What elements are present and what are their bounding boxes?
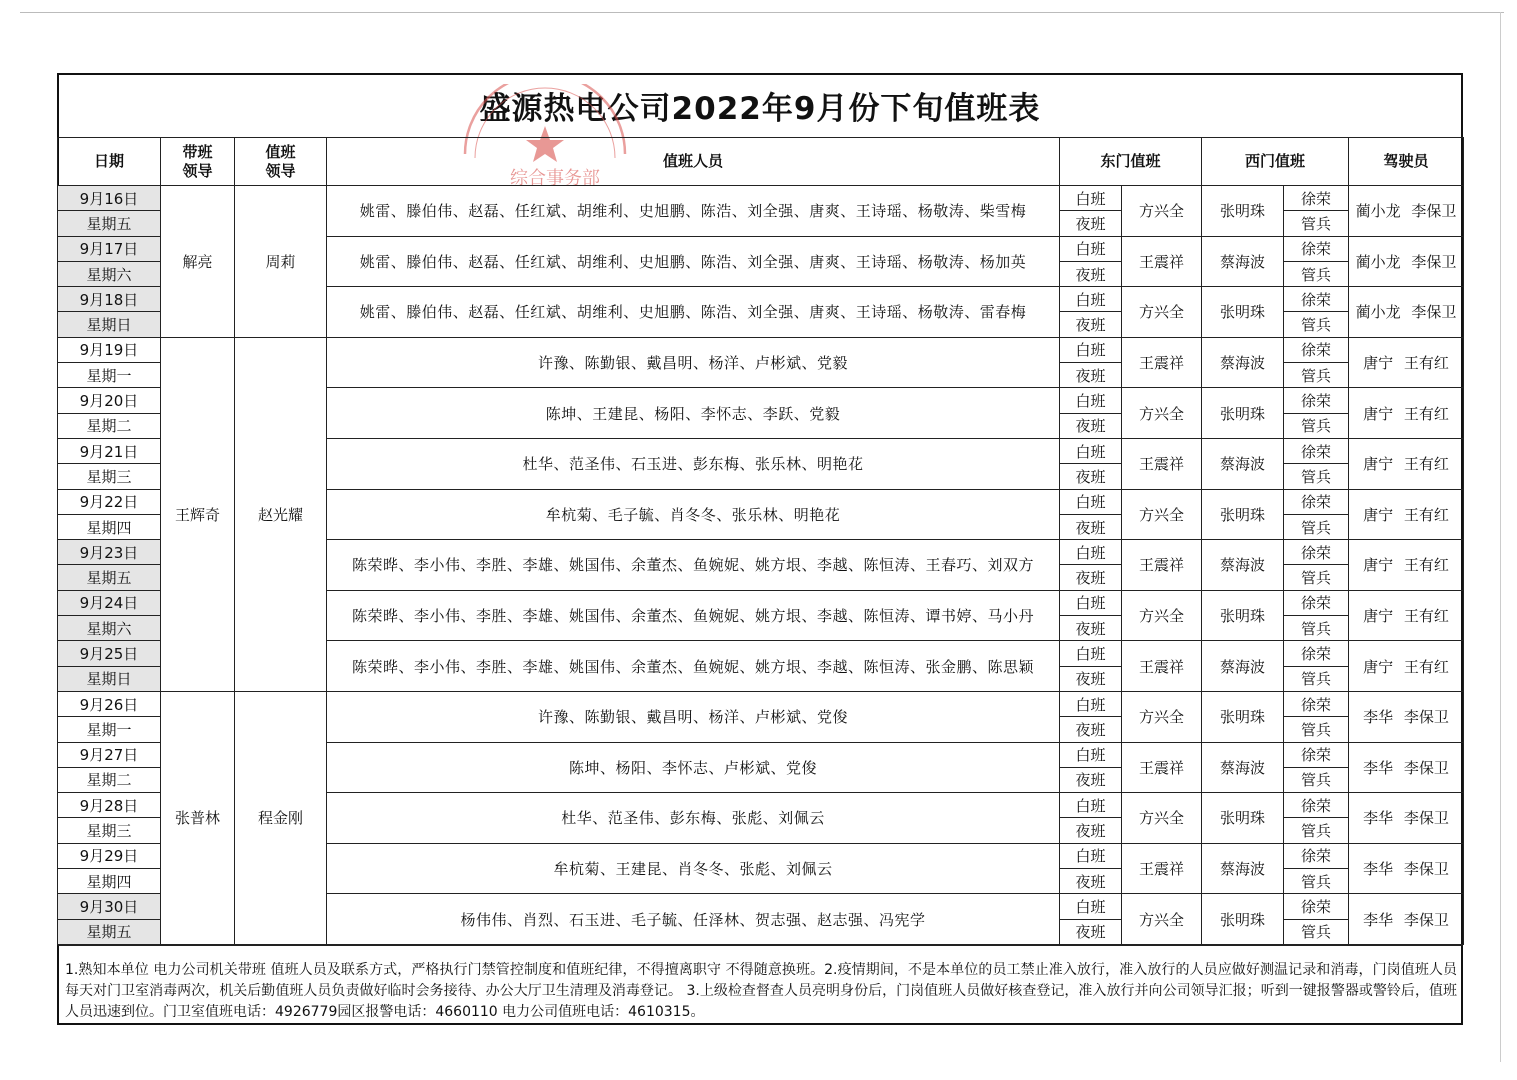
duty-schedule-table (57, 137, 1464, 945)
east-gate-cell: 方兴全 (1122, 388, 1202, 439)
driver-cell: 李华 李保卫 (1349, 691, 1464, 742)
date-cell: 9月18日 (58, 287, 161, 312)
guard-day-cell: 徐荣 (1284, 742, 1349, 767)
staff-cell: 牟杭菊、王建昆、肖冬冬、张彪、刘佩云 (327, 843, 1060, 894)
staff-cell: 许豫、陈勤银、戴昌明、杨洋、卢彬斌、党俊 (327, 691, 1060, 742)
shift-day-label: 白班 (1060, 691, 1122, 716)
staff-cell: 陈荣晔、李小伟、李胜、李雄、姚国伟、余董杰、鱼婉妮、姚方垠、李越、陈恒涛、张金鹏、陈思颖 (327, 641, 1060, 692)
shift-night-label: 夜班 (1060, 363, 1122, 388)
date-cell: 9月19日 (58, 337, 161, 362)
east-gate-cell: 方兴全 (1122, 186, 1202, 237)
guard-night-cell: 管兵 (1284, 363, 1349, 388)
driver-cell: 蔺小龙 李保卫 (1349, 186, 1464, 237)
guard-night-cell: 管兵 (1284, 717, 1349, 742)
schedule-body (58, 186, 1464, 945)
staff-cell: 杜华、范圣伟、彭东梅、张彪、刘佩云 (327, 793, 1060, 844)
header-duty-line2: 领导 (265, 161, 296, 180)
shift-night-label: 夜班 (1060, 869, 1122, 894)
date-cell: 9月23日 (58, 540, 161, 565)
west-gate-cell: 张明珠 (1202, 894, 1284, 945)
staff-cell: 杨伟伟、肖烈、石玉进、毛子毓、任泽林、贺志强、赵志强、冯宪学 (327, 894, 1060, 945)
duty-leader-cell: 赵光耀 (235, 337, 327, 691)
weekday-cell: 星期五 (58, 919, 161, 944)
guard-day-cell: 徐荣 (1284, 590, 1349, 615)
west-gate-cell: 蔡海波 (1202, 540, 1284, 591)
guard-day-cell: 徐荣 (1284, 641, 1349, 666)
shift-day-label: 白班 (1060, 489, 1122, 514)
shift-day-label: 白班 (1060, 438, 1122, 463)
guard-night-cell: 管兵 (1284, 565, 1349, 590)
weekday-cell: 星期六 (58, 261, 161, 286)
date-cell: 9月24日 (58, 590, 161, 615)
date-cell: 9月26日 (58, 691, 161, 716)
west-gate-cell: 蔡海波 (1202, 843, 1284, 894)
shift-day-label: 白班 (1060, 641, 1122, 666)
header-east-gate: 东门值班 (1060, 138, 1202, 186)
date-cell: 9月25日 (58, 641, 161, 666)
guard-day-cell: 徐荣 (1284, 540, 1349, 565)
east-gate-cell: 方兴全 (1122, 691, 1202, 742)
west-gate-cell: 张明珠 (1202, 691, 1284, 742)
shift-day-label: 白班 (1060, 793, 1122, 818)
staff-cell: 姚雷、滕伯伟、赵磊、任红斌、胡维利、史旭鹏、陈浩、刘全强、唐爽、王诗瑶、杨敬涛、杨加英 (327, 236, 1060, 287)
shift-night-label: 夜班 (1060, 413, 1122, 438)
west-gate-cell: 张明珠 (1202, 388, 1284, 439)
shift-night-label: 夜班 (1060, 211, 1122, 236)
west-gate-cell: 张明珠 (1202, 186, 1284, 237)
shift-night-label: 夜班 (1060, 666, 1122, 691)
guard-day-cell: 徐荣 (1284, 287, 1349, 312)
guard-night-cell: 管兵 (1284, 312, 1349, 337)
staff-cell: 姚雷、滕伯伟、赵磊、任红斌、胡维利、史旭鹏、陈浩、刘全强、唐爽、王诗瑶、杨敬涛、柴雪梅 (327, 186, 1060, 237)
west-gate-cell: 蔡海波 (1202, 337, 1284, 388)
shift-day-label: 白班 (1060, 287, 1122, 312)
staff-cell: 杜华、范圣伟、石玉进、彭东梅、张乐林、明艳花 (327, 438, 1060, 489)
shift-day-label: 白班 (1060, 540, 1122, 565)
header-duty-leader (235, 138, 327, 186)
staff-cell: 陈荣晔、李小伟、李胜、李雄、姚国伟、余董杰、鱼婉妮、姚方垠、李越、陈恒涛、谭书婷、马小丹 (327, 590, 1060, 641)
driver-cell: 蔺小龙 李保卫 (1349, 236, 1464, 287)
west-gate-cell: 张明珠 (1202, 590, 1284, 641)
driver-cell: 唐宁 王有红 (1349, 388, 1464, 439)
date-cell: 9月30日 (58, 894, 161, 919)
west-gate-cell: 蔡海波 (1202, 438, 1284, 489)
staff-cell: 陈荣晔、李小伟、李胜、李雄、姚国伟、余董杰、鱼婉妮、姚方垠、李越、陈恒涛、王春巧、刘双方 (327, 540, 1060, 591)
weekday-cell: 星期四 (58, 514, 161, 539)
page-title: 盛源热电公司2022年9月份下旬值班表 (479, 90, 1041, 127)
weekday-cell: 星期五 (58, 565, 161, 590)
title-row (57, 73, 1463, 137)
guard-night-cell: 管兵 (1284, 666, 1349, 691)
guard-day-cell: 徐荣 (1284, 388, 1349, 413)
shift-night-label: 夜班 (1060, 767, 1122, 792)
header-duty-line1: 值班 (265, 142, 296, 161)
east-gate-cell: 方兴全 (1122, 894, 1202, 945)
weekday-cell: 星期二 (58, 413, 161, 438)
east-gate-cell: 方兴全 (1122, 287, 1202, 338)
shift-day-label: 白班 (1060, 590, 1122, 615)
shift-day-label: 白班 (1060, 236, 1122, 261)
date-cell: 9月28日 (58, 793, 161, 818)
west-gate-cell: 蔡海波 (1202, 236, 1284, 287)
shift-night-label: 夜班 (1060, 514, 1122, 539)
table-row (58, 337, 1464, 362)
guard-night-cell: 管兵 (1284, 211, 1349, 236)
stamp-text: 综合事务部 (510, 168, 600, 189)
shift-night-label: 夜班 (1060, 818, 1122, 843)
header-driver: 驾驶员 (1349, 138, 1464, 186)
east-gate-cell: 王震祥 (1122, 843, 1202, 894)
staff-cell: 陈坤、杨阳、李怀志、卢彬斌、党俊 (327, 742, 1060, 793)
guard-day-cell: 徐荣 (1284, 236, 1349, 261)
weekday-cell: 星期一 (58, 363, 161, 388)
driver-cell: 唐宁 王有红 (1349, 337, 1464, 388)
duty-leader-cell: 程金刚 (235, 691, 327, 944)
date-cell: 9月27日 (58, 742, 161, 767)
weekday-cell: 星期日 (58, 666, 161, 691)
east-gate-cell: 王震祥 (1122, 438, 1202, 489)
east-gate-cell: 王震祥 (1122, 540, 1202, 591)
header-lead-line2: 领导 (182, 161, 213, 180)
east-gate-cell: 王震祥 (1122, 236, 1202, 287)
driver-cell: 李华 李保卫 (1349, 894, 1464, 945)
date-cell: 9月20日 (58, 388, 161, 413)
header-date: 日期 (58, 138, 161, 186)
driver-cell: 唐宁 王有红 (1349, 590, 1464, 641)
east-gate-cell: 王震祥 (1122, 742, 1202, 793)
shift-night-label: 夜班 (1060, 919, 1122, 944)
driver-cell: 唐宁 王有红 (1349, 641, 1464, 692)
east-gate-cell: 方兴全 (1122, 590, 1202, 641)
header-lead-line1: 带班 (182, 142, 213, 161)
driver-cell: 唐宁 王有红 (1349, 540, 1464, 591)
guard-day-cell: 徐荣 (1284, 438, 1349, 463)
shift-night-label: 夜班 (1060, 464, 1122, 489)
scan-edge-right (1500, 12, 1501, 1062)
driver-cell: 唐宁 王有红 (1349, 438, 1464, 489)
shift-night-label: 夜班 (1060, 616, 1122, 641)
header-staff: 值班人员 (327, 138, 1060, 186)
staff-cell: 姚雷、滕伯伟、赵磊、任红斌、胡维利、史旭鹏、陈浩、刘全强、唐爽、王诗瑶、杨敬涛、雷春梅 (327, 287, 1060, 338)
driver-cell: 唐宁 王有红 (1349, 489, 1464, 540)
scan-edge-top (20, 12, 1504, 13)
driver-cell: 李华 李保卫 (1349, 793, 1464, 844)
guard-night-cell: 管兵 (1284, 919, 1349, 944)
west-gate-cell: 张明珠 (1202, 287, 1284, 338)
guard-night-cell: 管兵 (1284, 413, 1349, 438)
shift-day-label: 白班 (1060, 186, 1122, 211)
date-cell: 9月21日 (58, 438, 161, 463)
header-west-gate: 西门值班 (1202, 138, 1349, 186)
shift-day-label: 白班 (1060, 337, 1122, 362)
duty-leader-cell: 周莉 (235, 186, 327, 338)
guard-day-cell: 徐荣 (1284, 489, 1349, 514)
guard-day-cell: 徐荣 (1284, 843, 1349, 868)
date-cell: 9月29日 (58, 843, 161, 868)
staff-cell: 牟杭菊、毛子毓、肖冬冬、张乐林、明艳花 (327, 489, 1060, 540)
shift-day-label: 白班 (1060, 388, 1122, 413)
guard-night-cell: 管兵 (1284, 261, 1349, 286)
date-cell: 9月16日 (58, 186, 161, 211)
shift-day-label: 白班 (1060, 894, 1122, 919)
east-gate-cell: 王震祥 (1122, 337, 1202, 388)
guard-night-cell: 管兵 (1284, 464, 1349, 489)
guard-night-cell: 管兵 (1284, 514, 1349, 539)
lead-leader-cell: 解亮 (161, 186, 235, 338)
header-row (58, 138, 1464, 186)
guard-night-cell: 管兵 (1284, 869, 1349, 894)
staff-cell: 陈坤、王建昆、杨阳、李怀志、李跃、党毅 (327, 388, 1060, 439)
weekday-cell: 星期三 (58, 818, 161, 843)
weekday-cell: 星期六 (58, 616, 161, 641)
date-cell: 9月22日 (58, 489, 161, 514)
shift-night-label: 夜班 (1060, 565, 1122, 590)
lead-leader-cell: 王辉奇 (161, 337, 235, 691)
weekday-cell: 星期四 (58, 869, 161, 894)
weekday-cell: 星期三 (58, 464, 161, 489)
guard-day-cell: 徐荣 (1284, 337, 1349, 362)
west-gate-cell: 张明珠 (1202, 793, 1284, 844)
west-gate-cell: 张明珠 (1202, 489, 1284, 540)
guard-day-cell: 徐荣 (1284, 691, 1349, 716)
weekday-cell: 星期二 (58, 767, 161, 792)
header-lead-leader (161, 138, 235, 186)
shift-day-label: 白班 (1060, 742, 1122, 767)
lead-leader-cell: 张普林 (161, 691, 235, 944)
shift-night-label: 夜班 (1060, 312, 1122, 337)
table-row (58, 691, 1464, 716)
guard-day-cell: 徐荣 (1284, 186, 1349, 211)
west-gate-cell: 蔡海波 (1202, 641, 1284, 692)
east-gate-cell: 王震祥 (1122, 641, 1202, 692)
guard-day-cell: 徐荣 (1284, 793, 1349, 818)
driver-cell: 李华 李保卫 (1349, 843, 1464, 894)
date-cell: 9月17日 (58, 236, 161, 261)
west-gate-cell: 蔡海波 (1202, 742, 1284, 793)
shift-night-label: 夜班 (1060, 261, 1122, 286)
guard-day-cell: 徐荣 (1284, 894, 1349, 919)
shift-day-label: 白班 (1060, 843, 1122, 868)
weekday-cell: 星期一 (58, 717, 161, 742)
guard-night-cell: 管兵 (1284, 767, 1349, 792)
east-gate-cell: 方兴全 (1122, 489, 1202, 540)
guard-night-cell: 管兵 (1284, 818, 1349, 843)
weekday-cell: 星期五 (58, 211, 161, 236)
shift-night-label: 夜班 (1060, 717, 1122, 742)
driver-cell: 李华 李保卫 (1349, 742, 1464, 793)
driver-cell: 蔺小龙 李保卫 (1349, 287, 1464, 338)
notes-section: 1.熟知本单位 电力公司机关带班 值班人员及联系方式，严格执行门禁管控制度和值班纪律，不得擅离职守 不得随意换班。2.疫情期间，不是本单位的员工禁止准入放行，准入放行的人员应做好测温记录和消毒，门岗值班人员每天对门卫室消毒两次，机关后勤值班人员负责做好临时会务接待、办公大厅卫生清理及消毒登记。 3.上级检查督查人员亮明身份后，门岗值班人员做好核查登记，准入放行并向公司领导汇报；听到一键报警器或警铃后，值班人员迅速到位。门卫室值班电话：4926779园区报警电话：4660110 电力公司值班电话：4610315。 (57, 945, 1463, 1025)
east-gate-cell: 方兴全 (1122, 793, 1202, 844)
table-row (58, 186, 1464, 211)
guard-night-cell: 管兵 (1284, 616, 1349, 641)
weekday-cell: 星期日 (58, 312, 161, 337)
staff-cell: 许豫、陈勤银、戴昌明、杨洋、卢彬斌、党毅 (327, 337, 1060, 388)
